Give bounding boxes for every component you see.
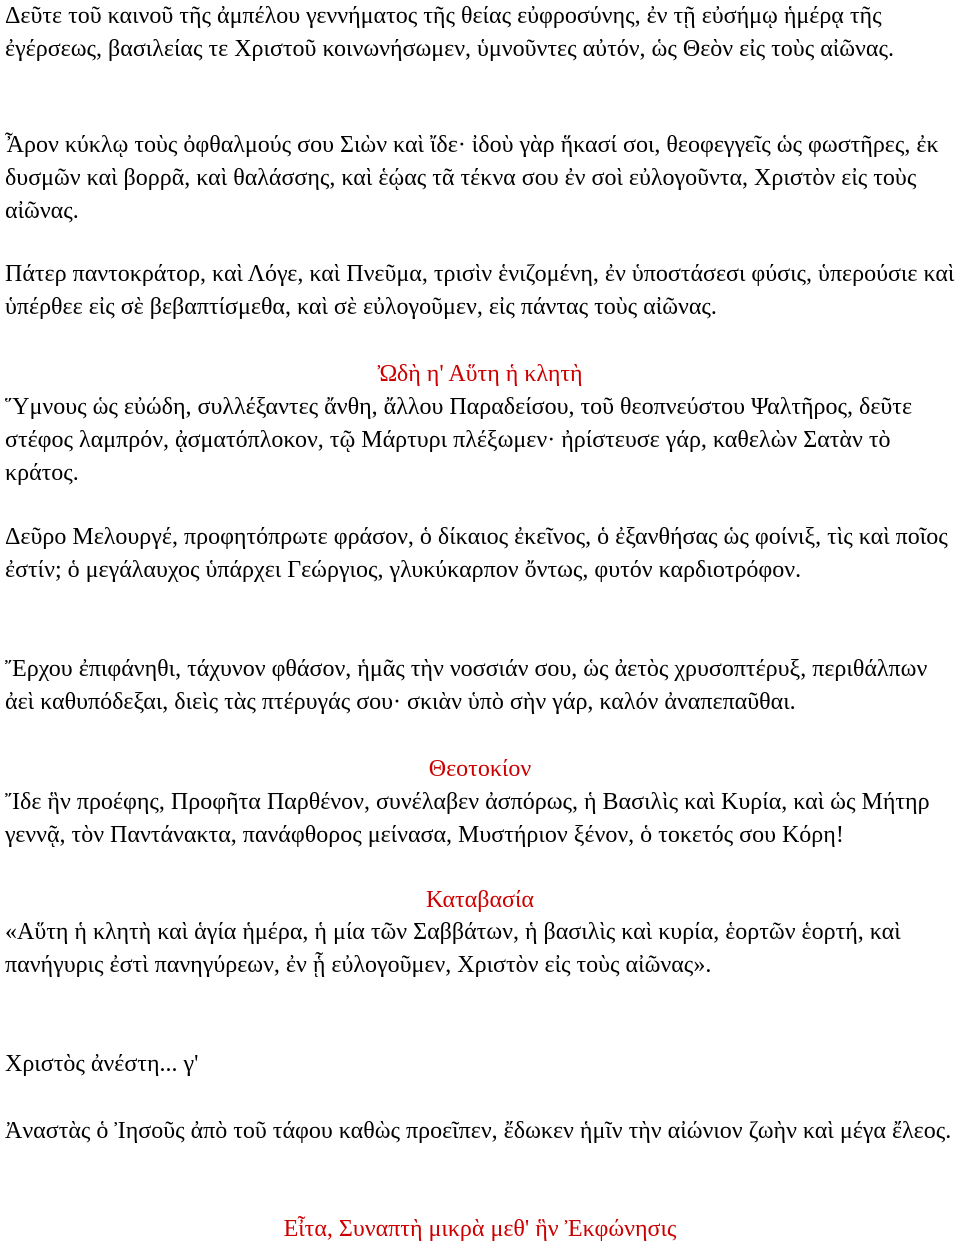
- paragraph-8: «Αὕτη ἡ κλητὴ καὶ ἁγία ἡμέρα, ἡ μία τῶν Σαββάτων, ἡ βασιλὶς καὶ κυρία, ἑορτῶν ἑορτή, καὶ πανήγυρις ἐστὶ πανηγύρεων, ἐν ᾗ εὐλογοῦμεν, Χριστὸν εἰς τοὺς αἰῶνας».: [5, 919, 901, 978]
- paragraph-10: Ἀναστὰς ὁ Ἰησοῦς ἀπὸ τοῦ τάφου καθὼς προεῖπεν, ἔδωκεν ἡμῖν τὴν αἰώνιον ζωὴν καὶ μέγα ἔλεος.: [5, 1118, 952, 1144]
- paragraph-5: Δεῦρο Μελουργέ, προφητόπρωτε φράσον, ὁ δίκαιος ἐκεῖνος, ὁ ἐξανθήσας ὡς φοίνιξ, τὶς καὶ ποῖος ἐστίν; ὁ μεγάλαυχος ὑπάρχει Γεώργιος, γλυκύκαρπον ὄντως, φυτόν καρδιοτρόφον.: [5, 524, 948, 583]
- paragraph-6: Ἔρχου ἐπιφάνηθι, τάχυνον φθάσον, ἡμᾶς τὴν νοσσιάν σου, ὡς ἀετὸς χρυσοπτέρυξ, περιθάλπων ἀεὶ καθυπόδεξαι, διεὶς τὰς πτέρυγάς σου· σκιὰν ὑπὸ σὴν γάρ, καλόν ἀναπεπαῦθαι.: [5, 656, 928, 715]
- theotokion-heading: Θεοτοκίον: [428, 756, 532, 782]
- paragraph-9: Χριστὸς ἀνέστη... γ': [5, 1051, 199, 1077]
- paragraph-2: Ἆρον κύκλῳ τοὺς ὀφθαλμούς σου Σιὼν καὶ ἴδε· ἰδοὺ γὰρ ἥκασί σοι, θεοφεγγεῖς ὡς φωστῆρες, ἐκ δυσμῶν καὶ βορρᾶ, καὶ θαλάσσης, καὶ ἑῴας τᾶ τέκνα σου ἐν σοὶ εὐλογοῦντα, Χριστὸν εἰς τοὺς αἰῶνας.: [5, 132, 939, 224]
- paragraph-1: Δεῦτε τοῦ καινοῦ τῆς ἀμπέλου γεννήματος τῆς θείας εὐφροσύνης, ἐν τῇ εὐσήμῳ ἡμέρᾳ τῆς ἐγέρσεως, βασιλείας τε Χριστοῦ κοινωνήσωμεν, ὑμνοῦντες αὐτόν, ὡς Θεὸν εἰς τοὺς αἰῶνας.: [5, 3, 894, 62]
- final-heading: Εἶτα, Συναπτὴ μικρὰ μεθ' ἣν Ἐκφώνησις: [283, 1216, 677, 1242]
- paragraph-7: Ἴδε ἣν προέφης, Προφῆτα Παρθένον, συνέλαβεν ἀσπόρως, ἡ Βασιλὶς καὶ Κυρία, καὶ ὡς Μήτηρ γεννᾷ, τὸν Παντάνακτα, πανάφθορος μείνασα, Μυστήριον ξένον, ὁ τοκετός σου Κόρη!: [5, 789, 930, 848]
- paragraph-4: Ὕμνους ὡς εὐώδη, συλλέξαντες ἄνθη, ἄλλου Παραδείσου, τοῦ θεοπνεύστου Ψαλτῆρος, δεῦτε στέφος λαμπρόν, ᾀσματόπλοκον, τῷ Μάρτυρι πλέξωμεν· ἠρίστευσε γάρ, καθελὼν Σατὰν τὸ κράτος.: [5, 394, 913, 486]
- paragraph-3: Πάτερ παντοκράτορ, καὶ Λόγε, καὶ Πνεῦμα, τρισὶν ἑνιζομένη, ἐν ὑποστάσεσι φύσις, ὑπερούσιε καὶ ὑπέρθεε εἰς σὲ βεβαπτίσμεθα, καὶ σὲ εὐλογοῦμεν, εἰς πάντας τοὺς αἰῶνας.: [5, 261, 955, 320]
- katavasia-heading: Καταβασία: [426, 887, 534, 913]
- ode-heading: Ὠδὴ η' Αὕτη ἡ κλητὴ: [377, 361, 583, 387]
